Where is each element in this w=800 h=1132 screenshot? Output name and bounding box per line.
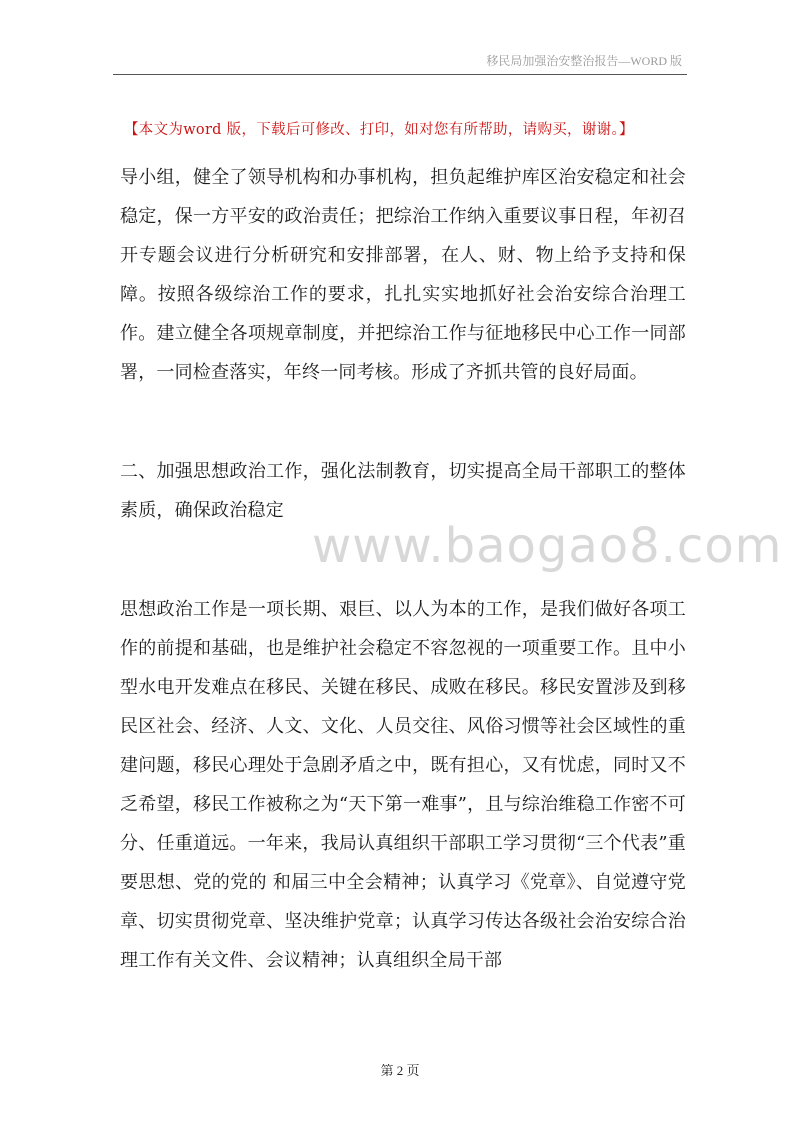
- download-notice: 【本文为word 版，下载后可修改、打印，如对您有所帮助，请购买，谢谢。】: [124, 122, 634, 138]
- document-body: [120, 158, 686, 980]
- watermark: www.baogao8.com: [312, 518, 783, 574]
- paragraph-1: 导小组，健全了领导机构和办事机构，担负起维护库区治安稳定和社会稳定，保一方平安的政治责任；把综治工作纳入重要议事日程，年初召开专题会议进行分析研究和安排部署，在人、财、物上给予支持和保障。按照各级综治工作的要求，扎扎实实地抓好社会治安综合治理工作。建立健全各项规章制度，并把综治工作与征地移民中心工作一同部署，一同检查落实，年终一同考核。形成了齐抓共管的良好局面。: [120, 167, 686, 383]
- page-number: 第 2 页: [380, 1063, 420, 1078]
- section-heading-2: 二、加强思想政治工作，强化法制教育，切实提高全局干部职工的整体素质，确保政治稳定: [120, 461, 686, 521]
- header-divider: [113, 74, 687, 75]
- document-header-title: 移民局加强治安整治报告—WORD 版: [486, 54, 682, 68]
- paragraph-2: 思想政治工作是一项长期、艰巨、以人为本的工作，是我们做好各项工作的前提和基础，也是维护社会稳定不容忽视的一项重要工作。且中小型水电开发难点在移民、关键在移民、成败在移民。移民安置涉及到移民区社会、经济、人文、文化、人员交往、风俗习惯等社会区域性的重建问题，移民心理处于急剧矛盾之中，既有担心，又有忧虑，同时又不乏希望，移民工作被称之为“天下第一难事”，且与综治维稳工作密不可分、任重道远。一年来，我局认真组织干部职工学习贯彻“三个代表”重要思想、党的党的 和届三中全会精神；认真学习《党章》、自觉遵守党章、切实贯彻党章、坚决维护党章；认真学习传达各级社会治安综合治理工作有关文件、会议精神；认真组织全局干部: [120, 599, 686, 971]
